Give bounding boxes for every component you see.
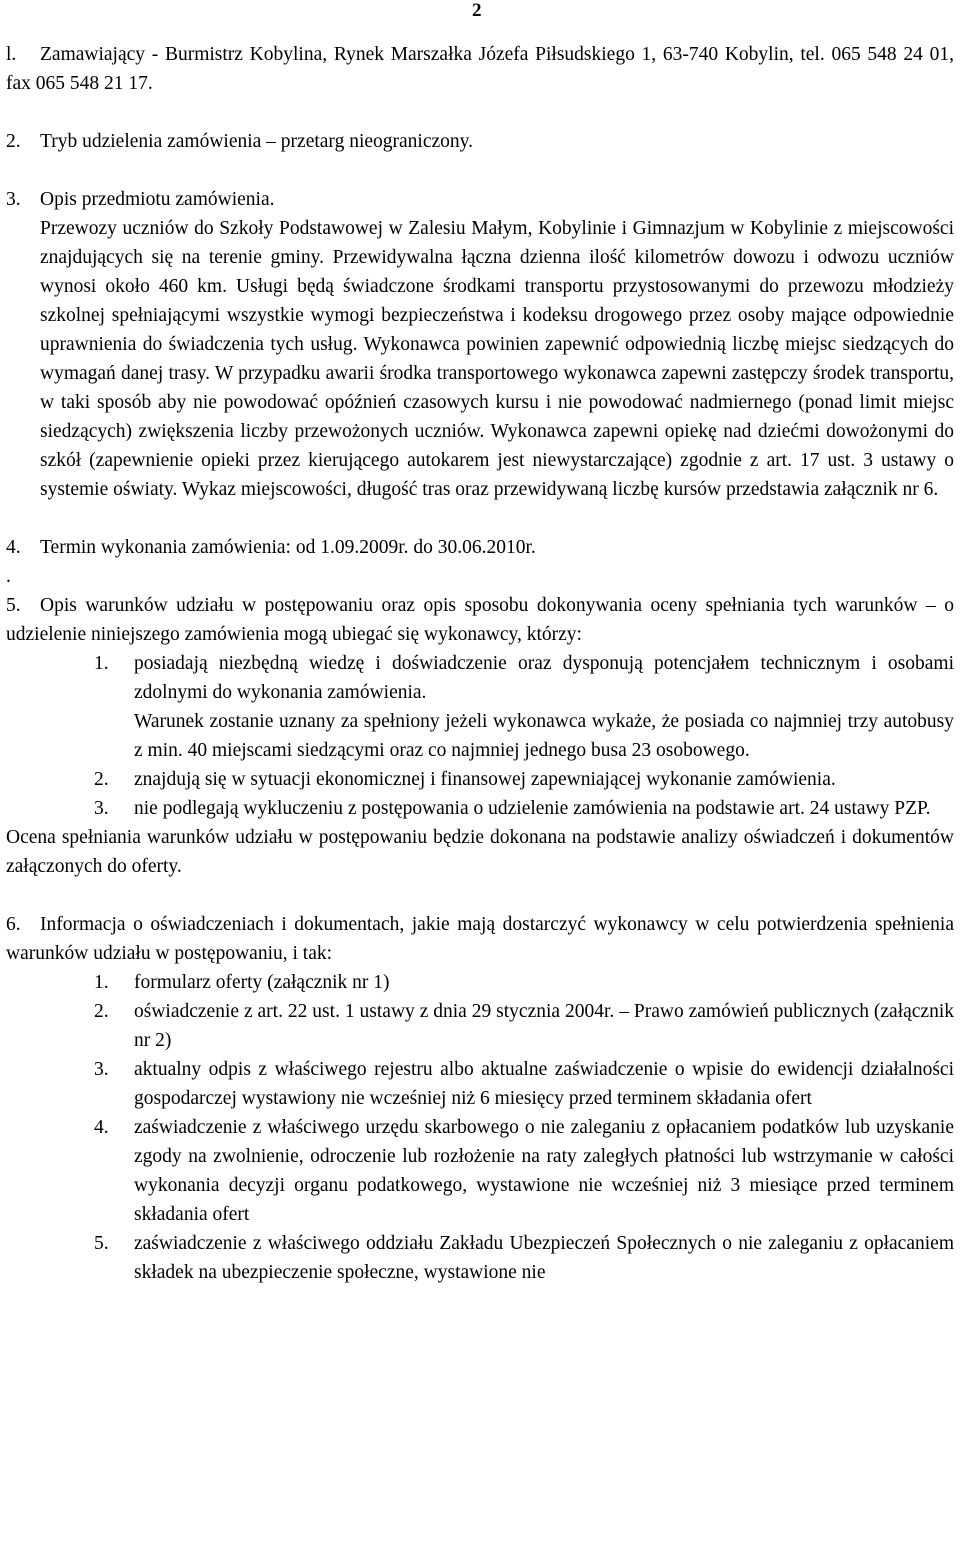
section-6-intro [6, 910, 954, 968]
section-3-body: Przewozy uczniów do Szkoły Podstawowej w Zalesiu Małym, Kobylinie i Gimnazjum w Kobylinie z miejscowości znajdujących się na terenie gminy. Przewidywalna łączna dzienna ilość kilometrów dowozu i odwozu uczniów wynosi około 460 km. Usługi będą świadczone środkami transportu przystosowanymi do przewozu młodzieży szkolnej spełniającymi wszystkie wymogi bezpieczeństwa i kodeksu drogowego przez osoby mające odpowiednie uprawnienia do świadczenia tych usług. Wykonawca powinien zapewnić odpowiednią liczbę miejsc siedzących do wymagań danej trasy. W przypadku awarii środka transportowego wykonawca zapewni zastępczy środek transportu, w taki sposób aby nie powodować opóźnień czasowych kursu i nie powodować nadmiernego (ponad limit miejsc siedzących) zwiększenia liczby przewożonych uczniów. Wykonawca zapewni opiekę nad dziećmi dowożonymi do szkół (zapewnienie opieki przez kierującego autokarem jest niewystarczające) zgodnie z art. 17 ust. 3 ustawy o systemie oświaty. Wykaz miejscowości, długość tras oraz przewidywaną liczbę kursów przedstawia załącznik nr 6. [40, 218, 954, 500]
section-2-number: 2. [6, 131, 21, 152]
section-5-intro [6, 591, 954, 649]
section-6-item-3-text: aktualny odpis z właściwego rejestru albo aktualne zaświadczenie o wpisie do ewidencji działalności gospodarczej wystawiony nie wcześniej niż 6 miesięcy przed terminem składania ofert [134, 1059, 954, 1109]
section-6-item-4-number: 4. [94, 1117, 109, 1138]
section-6-item-5-text: zaświadczenie z właściwego oddziału Zakładu Ubezpieczeń Społecznych o nie zaleganiu z opłacaniem składek na ubezpieczenie społeczne, wystawione nie [134, 1233, 954, 1283]
section-5-assessment: Ocena spełniania warunków udziału w postępowaniu będzie dokonana na podstawie analizy oświadczeń i dokumentów załączonych do oferty. [6, 827, 954, 877]
section-4-dot: . [6, 566, 11, 587]
document-body [6, 40, 954, 1287]
section-5-condition: Warunek zostanie uznany za spełniony jeżeli wykonawca wykaże, że posiada co najmniej trzy autobusy z min. 40 miejscami siedzącymi oraz co najmniej jednego busa 23 osobowego. [134, 711, 954, 761]
section-6-item-1-number: 1. [94, 972, 109, 993]
section-5-item-1-number: 1. [94, 653, 109, 674]
section-1-text: Zamawiający - Burmistrz Kobylina, Rynek Marszałka Józefa Piłsudskiego 1, 63-740 Kobylin, tel. 065 548 24 01, fax 065 548 21 17. [6, 44, 954, 94]
section-5-item-2 [6, 765, 954, 794]
section-6-number: 6. [6, 914, 21, 935]
section-6-item-2 [6, 997, 954, 1055]
section-5-item-3 [6, 794, 954, 823]
section-6-item-5 [6, 1229, 954, 1287]
section-5-item-2-number: 2. [94, 769, 109, 790]
section-4-text: Termin wykonania zamówienia: od 1.09.2009r. do 30.06.2010r. [40, 537, 536, 558]
section-3-title [6, 185, 954, 214]
section-1 [6, 40, 954, 98]
section-3-number: 3. [6, 189, 21, 210]
section-5-item-3-text: nie podlegają wykluczeniu z postępowania o udzielenie zamówienia na podstawie art. 24 ustawy PZP. [134, 798, 931, 819]
section-5-item-2-text: znajdują się w sytuacji ekonomicznej i finansowej zapewniającej wykonanie zamówienia. [134, 769, 836, 790]
section-6-item-2-text: oświadczenie z art. 22 ust. 1 ustawy z dnia 29 stycznia 2004r. – Prawo zamówień publicznych (załącznik nr 2) [134, 1001, 954, 1051]
section-6-intro-text: Informacja o oświadczeniach i dokumentach, jakie mają dostarczyć wykonawcy w celu potwierdzenia spełnienia warunków udziału w postępowaniu, i tak: [6, 914, 954, 964]
section-6-item-4-text: zaświadczenie z właściwego urzędu skarbowego o nie zaleganiu z opłacaniem podatków lub uzyskanie zgody na zwolnienie, odroczenie lub rozłożenie na raty zaległych płatności lub wstrzymanie w całości wykonania decyzji organu podatkowego, wystawione nie wcześniej niż 3 miesiące przed terminem składania ofert [134, 1117, 954, 1225]
section-3-title-text: Opis przedmiotu zamówienia. [40, 189, 275, 210]
section-5-number: 5. [6, 595, 21, 616]
section-6-item-3-number: 3. [94, 1059, 109, 1080]
section-5-item-1-text: posiadają niezbędną wiedzę i doświadczenie oraz dysponują potencjałem technicznym i osobami zdolnymi do wykonania zamówienia. [134, 653, 954, 703]
section-2-text: Tryb udzielenia zamówienia – przetarg nieograniczony. [40, 131, 473, 152]
section-1-number: l. [6, 44, 17, 65]
section-6-item-2-number: 2. [94, 1001, 109, 1022]
section-2 [6, 127, 954, 156]
section-4 [6, 533, 954, 562]
section-4-number: 4. [6, 537, 21, 558]
section-6-item-1 [6, 968, 954, 997]
section-5-item-1 [6, 649, 954, 707]
section-5-item-3-number: 3. [94, 798, 109, 819]
section-6-item-3 [6, 1055, 954, 1113]
section-5-intro-text: Opis warunków udziału w postępowaniu oraz opis sposobu dokonywania oceny spełniania tych warunków – o udzielenie niniejszego zamówienia mogą ubiegać się wykonawcy, którzy: [6, 595, 954, 645]
section-6-item-4 [6, 1113, 954, 1229]
section-6-item-1-text: formularz oferty (załącznik nr 1) [134, 972, 390, 993]
section-6-item-5-number: 5. [94, 1233, 109, 1254]
page-number: 2 [472, 0, 482, 21]
